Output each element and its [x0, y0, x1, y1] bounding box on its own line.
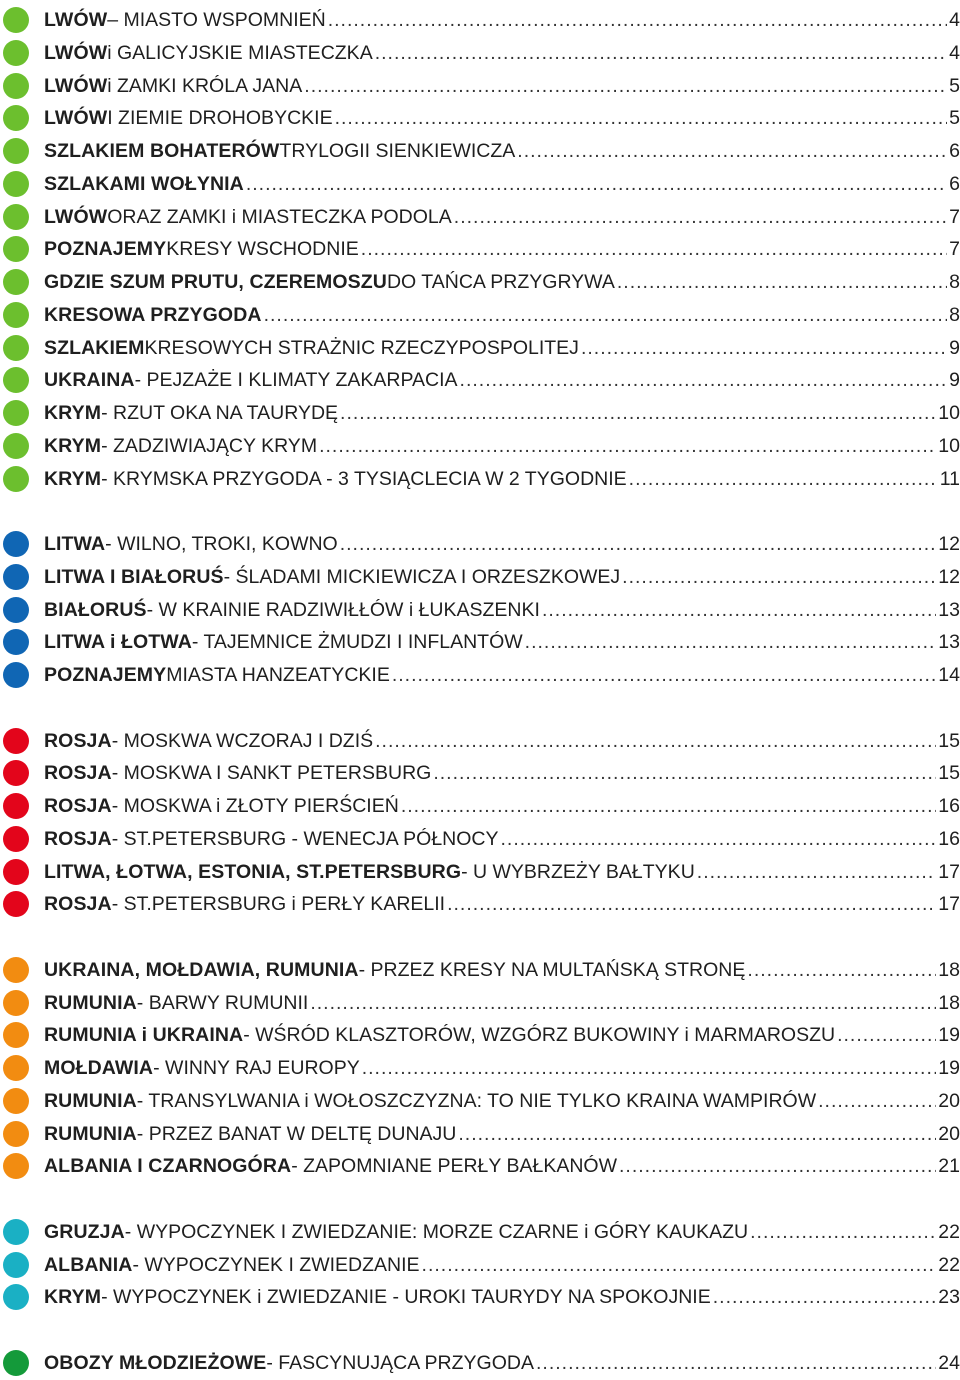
toc-entry-text: [44, 1052, 960, 1084]
bullet-dot-icon: [3, 728, 29, 754]
toc-entry-text: [44, 430, 960, 462]
toc-entry-title-rest: - WINNY RAJ EUROPY: [153, 1057, 360, 1079]
dot-leader: [747, 954, 936, 986]
dot-leader: [310, 987, 936, 1019]
toc-entry[interactable]: [0, 888, 960, 920]
toc-entry-title-bold: OBOZY MŁODZIEŻOWE: [44, 1351, 267, 1374]
toc-entry-title-bold: UKRAINA: [44, 369, 135, 392]
page-number: 5: [949, 107, 960, 130]
toc-entry-title-bold: LWÓW: [44, 107, 108, 130]
page-number: 21: [938, 1155, 960, 1178]
dot-leader: [392, 659, 936, 691]
page-number: 18: [938, 991, 960, 1014]
toc-entry-text: [44, 233, 960, 265]
toc-entry[interactable]: [0, 266, 960, 298]
bullet-dot-icon: [3, 204, 29, 230]
bullet-dot-icon: [3, 335, 29, 361]
toc-entry-text: [44, 594, 960, 626]
toc-entry[interactable]: [0, 364, 960, 396]
page-number: 4: [949, 9, 960, 31]
page-number: 7: [949, 238, 960, 261]
bullet-dot-icon: [3, 597, 29, 623]
bullet-dot-icon: [3, 1088, 29, 1114]
page-number: 11: [939, 467, 960, 490]
toc-entry[interactable]: [0, 233, 960, 265]
page-number: 16: [938, 795, 960, 817]
toc-entry-title-bold: LITWA: [44, 533, 106, 555]
toc-entry-title-rest: - RZUT OKA NA TAURYDĘ: [101, 402, 339, 424]
toc-entry-text: [44, 1118, 960, 1150]
toc-entry[interactable]: [0, 102, 960, 134]
page-number: 13: [938, 631, 960, 654]
toc-entry-title-bold: BIAŁORUŚ: [44, 598, 147, 621]
toc-entry-title-bold: LITWA I BIAŁORUŚ: [44, 565, 224, 588]
toc-entry-title-bold: GRUZJA: [44, 1220, 125, 1243]
toc-entry-title-bold: SZLAKIEM: [44, 336, 145, 359]
toc-entry[interactable]: [0, 1019, 960, 1051]
toc-entry-title-bold: ROSJA: [44, 762, 112, 785]
bullet-dot-icon: [3, 40, 29, 66]
toc-entry[interactable]: [0, 1281, 960, 1313]
dot-leader: [447, 888, 936, 920]
toc-entry-title-rest: - TAJEMNICE ŻMUDZI I INFLANTÓW: [191, 631, 523, 654]
dot-leader: [458, 1118, 936, 1150]
bullet-dot-icon: [3, 400, 29, 426]
toc-entry[interactable]: [0, 299, 960, 331]
toc-entry[interactable]: [0, 70, 960, 102]
toc-entry-text: [44, 757, 960, 789]
page-number: 7: [949, 205, 960, 228]
toc-entry-text: [44, 299, 960, 331]
page-number: 23: [938, 1286, 960, 1309]
toc-entry-text: [44, 823, 960, 855]
toc-entry-text: [44, 135, 960, 167]
dot-leader: [501, 823, 937, 855]
page-number: 22: [938, 1253, 960, 1276]
toc-entry-title-rest: - ŚLADAMI MICKIEWICZA I ORZESZKOWEJ: [223, 565, 621, 588]
toc-entry-title-rest: - MOSKWA i ZŁOTY PIERŚCIEŃ: [111, 795, 399, 817]
bullet-dot-icon: [3, 433, 29, 459]
toc-entry-text: [44, 1249, 960, 1281]
toc-entry-text: [44, 561, 960, 593]
toc-entry-title-bold: ROSJA: [44, 893, 112, 916]
bullet-dot-icon: [3, 1055, 29, 1081]
dot-leader: [619, 1150, 936, 1182]
toc-entry-title-rest: - W KRAINIE RADZIWIŁŁÓW i ŁUKASZENKI: [146, 598, 540, 621]
bullet-dot-icon: [3, 531, 29, 557]
toc-entry-title-rest: TRYLOGII SIENKIEWICZA: [279, 140, 516, 162]
toc-entry-title-bold: RUMUNIA: [44, 991, 137, 1014]
toc-entry-title-rest: - MOSKWA WCZORAJ I DZIŚ: [111, 729, 374, 752]
toc-entry[interactable]: [0, 1085, 960, 1117]
toc-entry[interactable]: [0, 954, 960, 986]
bullet-dot-icon: [3, 1284, 29, 1310]
toc-entry-title-rest: - KRYMSKA PRZYGODA - 3 TYSIĄCLECIA W 2 TYGODNIE: [101, 467, 627, 490]
dot-leader: [375, 37, 947, 69]
dot-leader: [340, 528, 937, 560]
toc-entry-title-bold: ROSJA: [44, 827, 112, 850]
toc-entry-text: [44, 987, 960, 1019]
dot-leader: [536, 1347, 936, 1379]
toc-entry-title-bold: RUMUNIA i UKRAINA: [44, 1024, 244, 1047]
toc-entry[interactable]: [0, 430, 960, 462]
toc-entry[interactable]: [0, 201, 960, 233]
toc-entry[interactable]: [0, 1150, 960, 1182]
dot-leader: [362, 1052, 937, 1084]
page-number: 5: [949, 74, 960, 97]
toc-entry[interactable]: [0, 1052, 960, 1084]
toc-entry-title-bold: RUMUNIA: [44, 1089, 137, 1112]
bullet-dot-icon: [3, 1219, 29, 1245]
bullet-dot-icon: [3, 629, 29, 655]
toc-entry-title-bold: POZNAJEMY: [44, 238, 167, 261]
page-number: 16: [938, 827, 960, 850]
toc-entry[interactable]: [0, 135, 960, 167]
toc-entry-title-rest: - BARWY RUMUNII: [136, 991, 309, 1014]
page-number: 9: [949, 369, 960, 392]
toc-entry-text: [44, 954, 960, 986]
bullet-dot-icon: [3, 662, 29, 688]
bullet-dot-icon: [3, 1121, 29, 1147]
toc-entry-title-bold: UKRAINA, MOŁDAWIA, RUMUNIA: [44, 958, 359, 981]
toc-entry-title-bold: MOŁDAWIA: [44, 1057, 154, 1079]
toc-entry-title-rest: - PEJZAŻE I KLIMATY ZAKARPACIA: [134, 369, 458, 392]
toc-entry[interactable]: [0, 626, 960, 658]
page-number: 24: [938, 1351, 960, 1374]
toc-entry-text: [44, 1085, 960, 1117]
dot-leader: [401, 790, 936, 822]
dot-leader: [750, 1216, 936, 1248]
toc-entry-text: [44, 463, 960, 495]
toc-entry-title-rest: i ZAMKI KRÓLA JANA: [107, 74, 303, 97]
toc-entry-title-rest: KRESY WSCHODNIE: [166, 238, 359, 261]
dot-leader: [319, 430, 936, 462]
toc-entry-text: [44, 332, 960, 364]
page-number: 6: [949, 172, 960, 195]
toc-entry-title-bold: LWÓW: [44, 9, 108, 31]
toc-entry[interactable]: [0, 37, 960, 69]
toc-entry-title-rest: – MIASTO WSPOMNIEŃ: [107, 9, 326, 31]
page-number: 10: [938, 434, 960, 457]
page-number: 4: [949, 41, 960, 64]
bullet-dot-icon: [3, 564, 29, 590]
toc-entry-title-bold: KRESOWA PRZYGODA: [44, 303, 262, 326]
dot-leader: [433, 757, 936, 789]
dot-leader: [460, 364, 948, 396]
bullet-dot-icon: [3, 236, 29, 262]
page-number: 8: [949, 303, 960, 326]
toc-entry-title-bold: POZNAJEMY: [44, 664, 167, 686]
bullet-dot-icon: [3, 1153, 29, 1179]
toc-entry-text: [44, 725, 960, 757]
page-number: 8: [949, 271, 960, 293]
toc-entry-text: [44, 528, 960, 560]
toc-entry-title-rest: - ZADZIWIAJĄCY KRYM: [101, 434, 318, 457]
toc-entry[interactable]: [0, 4, 960, 36]
toc-entry[interactable]: [0, 1118, 960, 1150]
dot-leader: [629, 463, 938, 495]
dot-leader: [818, 1085, 936, 1117]
page-number: 12: [938, 533, 960, 555]
toc-entry-title-rest: - ZAPOMNIANE PERŁY BAŁKANÓW: [291, 1155, 617, 1178]
toc-entry[interactable]: [0, 1249, 960, 1281]
toc-entry-text: [44, 888, 960, 920]
dot-leader: [335, 102, 948, 134]
toc-entry[interactable]: [0, 757, 960, 789]
bullet-dot-icon: [3, 793, 29, 819]
toc-entry-title-bold: LWÓW: [44, 205, 108, 228]
toc-entry-text: [44, 1019, 960, 1051]
dot-leader: [581, 332, 947, 364]
page-number: 15: [938, 762, 960, 785]
dot-leader: [542, 594, 936, 626]
dot-leader: [340, 397, 936, 429]
dot-leader: [525, 626, 937, 658]
toc-entry[interactable]: [0, 528, 960, 560]
page-number: 17: [938, 893, 960, 916]
toc-entry-title-rest: - ST.PETERSBURG i PERŁY KARELII: [111, 893, 446, 916]
dot-leader: [328, 4, 947, 36]
bullet-dot-icon: [3, 957, 29, 983]
toc-entry-text: [44, 659, 960, 691]
toc-entry-title-bold: KRYM: [44, 1286, 102, 1309]
toc-entry-title-bold: GDZIE SZUM PRUTU, CZEREMOSZU: [44, 271, 387, 293]
toc-entry-title-rest: - TRANSYLWANIA i WOŁOSZCZYZNA: TO NIE TYLKO KRAINA WAMPIRÓW: [136, 1089, 817, 1112]
toc-entry[interactable]: [0, 332, 960, 364]
page-number: 20: [938, 1089, 960, 1112]
page-number: 15: [938, 729, 960, 752]
bullet-dot-icon: [3, 73, 29, 99]
page-number: 20: [938, 1122, 960, 1145]
bullet-dot-icon: [3, 466, 29, 492]
toc-entry-title-bold: KRYM: [44, 434, 102, 457]
toc-entry-title-rest: MIASTA HANZEATYCKIE: [166, 664, 390, 686]
bullet-dot-icon: [3, 1350, 29, 1376]
bullet-dot-icon: [3, 269, 29, 295]
toc-entry-title-rest: - WYPOCZYNEK i ZWIEDZANIE - UROKI TAURYDY NA SPOKOJNIE: [101, 1286, 711, 1309]
toc-entry-title-bold: ALBANIA I CZARNOGÓRA: [44, 1155, 292, 1178]
toc-entry-text: [44, 364, 960, 396]
toc-entry-text: [44, 201, 960, 233]
toc-entry-text: [44, 790, 960, 822]
toc-entry-title-rest: I ZIEMIE DROHOBYCKIE: [107, 107, 333, 130]
dot-leader: [622, 561, 936, 593]
toc-entry-text: [44, 397, 960, 429]
bullet-dot-icon: [3, 891, 29, 917]
toc-entry-title-rest: - ST.PETERSBURG - WENECJA PÓŁNOCY: [111, 827, 499, 850]
toc-entry-title-rest: - MOSKWA I SANKT PETERSBURG: [111, 762, 432, 785]
toc-entry[interactable]: [0, 463, 960, 495]
page-number: 12: [938, 565, 960, 588]
page-number: 17: [938, 860, 960, 883]
toc-entry[interactable]: [0, 594, 960, 626]
toc-entry-title-rest: ORAZ ZAMKI i MIASTECZKA PODOLA: [107, 205, 452, 228]
dot-leader: [697, 856, 937, 888]
bullet-dot-icon: [3, 105, 29, 131]
toc-entry-title-rest: - WŚRÓD KLASZTORÓW, WZGÓRZ BUKOWINY i MARMAROSZU: [243, 1024, 836, 1047]
toc-entry[interactable]: [0, 987, 960, 1019]
page-number: 9: [949, 336, 960, 359]
toc-entry-text: [44, 1216, 960, 1248]
toc-entry-title-rest: - WILNO, TROKI, KOWNO: [105, 533, 338, 555]
bullet-dot-icon: [3, 990, 29, 1016]
toc-entry-title-bold: LITWA i ŁOTWA: [44, 631, 192, 654]
bullet-dot-icon: [3, 171, 29, 197]
dot-leader: [713, 1281, 937, 1313]
page-number: 10: [938, 402, 960, 424]
toc-entry-title-bold: LWÓW: [44, 41, 108, 64]
page-number: 18: [938, 958, 960, 981]
bullet-dot-icon: [3, 1252, 29, 1278]
toc-entry-text: [44, 70, 960, 102]
toc-entry[interactable]: [0, 659, 960, 691]
toc-entry-title-rest: - WYPOCZYNEK I ZWIEDZANIE: [132, 1253, 420, 1276]
toc-entry-text: [44, 626, 960, 658]
toc-entry[interactable]: [0, 397, 960, 429]
bullet-dot-icon: [3, 7, 29, 33]
bullet-dot-icon: [3, 1022, 29, 1048]
toc-entry-text: [44, 856, 960, 888]
toc-entry[interactable]: [0, 790, 960, 822]
bullet-dot-icon: [3, 302, 29, 328]
page-number: 19: [938, 1024, 960, 1047]
toc-entry[interactable]: [0, 1216, 960, 1248]
toc-entry-title-rest: - WYPOCZYNEK I ZWIEDZANIE: MORZE CZARNE i GÓRY KAUKAZU: [124, 1220, 749, 1243]
toc-entry-title-bold: LWÓW: [44, 74, 108, 97]
dot-leader: [517, 135, 947, 167]
toc-entry-title-rest: KRESOWYCH STRAŻNIC RZECZYPOSPOLITEJ: [144, 336, 579, 359]
toc-entry-title-bold: ROSJA: [44, 729, 112, 752]
page-number: 22: [938, 1220, 960, 1243]
toc-entry-title-rest: DO TAŃCA PRZYGRYWA: [386, 271, 615, 293]
page-number: 13: [938, 598, 960, 621]
page-number: 14: [938, 664, 960, 686]
toc-entry-title-bold: KRYM: [44, 402, 102, 424]
toc-entry-title-bold: ROSJA: [44, 795, 112, 817]
dot-leader: [454, 201, 947, 233]
toc-entry-text: [44, 37, 960, 69]
dot-leader: [246, 168, 947, 200]
dot-leader: [375, 725, 936, 757]
toc-entry-text: [44, 4, 960, 36]
page-number: 6: [949, 140, 960, 162]
toc-entry-title-rest: - PRZEZ KRESY NA MULTAŃSKĄ STRONĘ: [358, 958, 746, 981]
toc-entry-title-bold: KRYM: [44, 467, 102, 490]
toc-entry-text: [44, 1281, 960, 1313]
toc-entry-title-bold: RUMUNIA: [44, 1122, 137, 1145]
toc-entry-title-bold: ALBANIA: [44, 1253, 133, 1276]
bullet-dot-icon: [3, 859, 29, 885]
page-number: 19: [938, 1057, 960, 1079]
bullet-dot-icon: [3, 760, 29, 786]
toc-entry-text: [44, 266, 960, 298]
dot-leader: [264, 299, 948, 331]
toc-entry[interactable]: [0, 725, 960, 757]
toc-entry-title-bold: LITWA, ŁOTWA, ESTONIA, ST.PETERSBURG: [44, 860, 462, 883]
bullet-dot-icon: [3, 138, 29, 164]
toc-entry-title-rest: - PRZEZ BANAT W DELTĘ DUNAJU: [136, 1122, 457, 1145]
toc-entry[interactable]: [0, 561, 960, 593]
toc-entry-title-bold: SZLAKAMI WOŁYNIA: [44, 172, 244, 195]
dot-leader: [422, 1249, 937, 1281]
toc-entry[interactable]: [0, 168, 960, 200]
toc-entry[interactable]: [0, 1347, 960, 1379]
toc-entry-title-rest: - U WYBRZEŻY BAŁTYKU: [461, 860, 695, 883]
dot-leader: [361, 233, 947, 265]
bullet-dot-icon: [3, 826, 29, 852]
toc-entry[interactable]: [0, 856, 960, 888]
toc-entry-title-rest: i GALICYJSKIE MIASTECZKA: [107, 41, 373, 64]
toc-entry-text: [44, 168, 960, 200]
toc-entry-text: [44, 1150, 960, 1182]
toc-entry[interactable]: [0, 823, 960, 855]
dot-leader: [304, 70, 947, 102]
toc-entry-title-bold: SZLAKIEM BOHATERÓW: [44, 140, 280, 162]
bullet-dot-icon: [3, 367, 29, 393]
toc-entry-title-rest: - FASCYNUJĄCA PRZYGODA: [266, 1351, 534, 1374]
dot-leader: [617, 266, 947, 298]
toc-entry-text: [44, 1347, 960, 1379]
toc-entry-text: [44, 102, 960, 134]
dot-leader: [837, 1019, 936, 1051]
